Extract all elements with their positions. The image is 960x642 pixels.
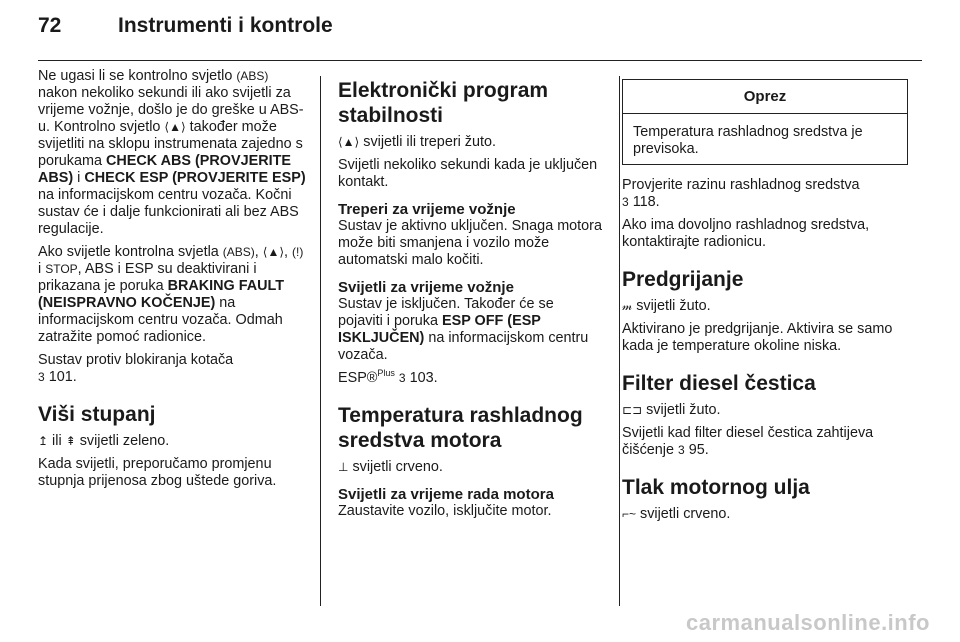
text: Provjerite razinu rashladnog sredstva (622, 177, 860, 193)
braking-fault-paragraph (38, 244, 308, 346)
text: Ne ugasi li se kontrolno svjetlo (38, 68, 237, 84)
heading-flash-driving: Treperi za vrijeme vožnje (338, 201, 516, 218)
text: Svijetli kad filter diesel čestica zahtijeva čišćenje (622, 425, 874, 458)
text: na informacijskom centru vozača. Odmah zatražite pomoć radionice. (38, 295, 283, 345)
esp-plus-reference (338, 370, 602, 387)
page-reference-link[interactable]: 101. (48, 369, 77, 385)
upshift-description: Kada svijetli, preporučamo promjenu stupnja prijenosa zbog uštede goriva. (38, 456, 277, 489)
text: ili (48, 433, 66, 449)
abs-warning-icon: (ABS) (236, 69, 269, 83)
text: Sustav protiv blokiranja kotača (38, 352, 234, 368)
heading-preheating: Predgrijanje (622, 268, 744, 291)
heading-lit-driving: Svijetli za vrijeme vožnje (338, 279, 514, 296)
dpf-paragraph-2 (622, 425, 908, 459)
text: svijetli crveno. (348, 459, 443, 475)
text: , ABS i ESP su deaktivirani i prikazana je poruka (38, 261, 257, 294)
heading-coolant-engine: Svijetli za vrijeme rada motora (338, 486, 554, 503)
text: , (254, 244, 263, 260)
upshift-arrow-icon: ↥ (38, 434, 49, 448)
preheat-paragraph-2: Aktivirano je predgrijanje. Aktivira se samo kada je temperature okoline niska. (622, 321, 893, 354)
text: svijetli žuto. (642, 402, 721, 418)
message-braking-fault: BRAKING FAULT (NEISPRAVNO KOČENJE) (38, 278, 285, 311)
abs-paragraph (38, 68, 308, 238)
page-reference-link[interactable]: 95. (688, 442, 709, 458)
cross-reference-icon: 3 (622, 195, 629, 209)
text: svijetli crveno. (636, 506, 731, 522)
text: svijetli zeleno. (75, 433, 170, 449)
text: svijetli ili treperi žuto. (359, 134, 497, 150)
text: nakon nekoliko sekundi ili ako svijetli za vrijeme vožnje, došlo je do greške u ABS-u. Kontrolno svjetlo (38, 85, 304, 135)
abs-reference (38, 352, 308, 386)
esp-paragraph-2: Svijetli nekoliko sekundi kada je uključen kontakt. (338, 157, 598, 190)
upshift-paragraph (38, 433, 308, 450)
esp-paragraph (338, 134, 602, 151)
heading-upshift: Viši stupanj (38, 403, 156, 426)
cross-reference-icon: 3 (38, 370, 45, 384)
caution-title: Oprez (623, 80, 907, 114)
text: također može svijetliti na sklopu instrumenata zajedno s porukama (38, 119, 303, 169)
text: na informacijskom centru vozača. Kočni sustav će i dalje funkcionirati ali bez ABS regulacije. (38, 187, 299, 237)
heading-esp: Elektronički program stabilnosti (338, 79, 549, 127)
text: Ako svijetle kontrolna svjetla (38, 244, 223, 260)
flash-paragraph: Sustav je aktivno uključen. Snaga motora može biti smanjena i vozilo može automatski malo kočiti. (338, 218, 602, 268)
column-divider (320, 76, 321, 606)
heading-dpf: Filter diesel čestica (622, 372, 816, 395)
abs-warning-icon: (ABS) (222, 245, 255, 259)
caution-body: Temperatura rashladnog sredstva je previsoka. (633, 124, 863, 157)
text: na informacijskom centru vozača. (338, 330, 589, 363)
coolant-engine-paragraph: Zaustavite vozilo, isključite motor. (338, 503, 552, 519)
brake-warning-icon: (!) (292, 245, 304, 259)
esp-icon: ⟨▲⟩ (338, 135, 360, 149)
text: , (284, 244, 293, 260)
text: i (73, 170, 85, 186)
watermark: carmanualsonline.info (686, 610, 930, 635)
esp-skid-icon: ⟨▲⟩ (164, 120, 186, 134)
caution-box (622, 79, 908, 165)
column-3 (622, 68, 908, 529)
message-check-esp: CHECK ESP (PROVJERITE ESP) (84, 170, 306, 186)
page-title: Instrumenti i kontrole (118, 14, 333, 37)
column-divider (619, 76, 620, 606)
text: i (38, 261, 46, 277)
heading-coolant-temp: Temperatura rashladnog sredstva motora (338, 404, 583, 452)
header-rule (38, 60, 922, 61)
message-esp-off: ESP OFF (ESP ISKLJUČEN) (338, 313, 541, 346)
preheat-paragraph (622, 298, 908, 315)
column-2 (338, 68, 602, 526)
message-check-abs: CHECK ABS (PROVJERITE ABS) (38, 153, 291, 186)
text: svijetli žuto. (632, 298, 711, 314)
text: Sustav je isključen. Također će se pojaviti i poruka (338, 296, 554, 329)
esp-skid-icon: ⟨▲⟩ (262, 245, 285, 259)
cross-reference-icon: 3 (398, 371, 406, 385)
coolant-workshop-paragraph: Ako ima dovoljno rashladnog sredstva, kontaktirajte radionicu. (622, 217, 870, 250)
cross-reference-icon: 3 (678, 443, 685, 457)
coolant-temperature-icon: ⊥ (338, 460, 349, 474)
oil-paragraph (622, 506, 908, 523)
coolant-paragraph (338, 459, 602, 476)
column-1 (38, 68, 308, 496)
page-reference-link[interactable]: 118. (632, 194, 660, 210)
page-reference-link[interactable]: 103. (409, 370, 438, 386)
superscript: Plus (377, 368, 395, 379)
upshift-double-arrow-icon: ⇞ (65, 434, 76, 448)
preheat-coil-icon: 𝓂 (622, 299, 633, 313)
text: ESP® (338, 370, 378, 386)
oil-pressure-icon: ⌐~ (622, 507, 637, 521)
diesel-particle-filter-icon: ⊏⊐ (622, 403, 643, 417)
lit-paragraph (338, 296, 602, 364)
heading-oil-pressure: Tlak motornog ulja (622, 476, 810, 499)
coolant-level-paragraph (622, 177, 908, 211)
page-number: 72 (38, 14, 62, 37)
dpf-paragraph (622, 402, 908, 419)
page-header (38, 14, 333, 52)
stop-icon: STOP (45, 262, 78, 276)
